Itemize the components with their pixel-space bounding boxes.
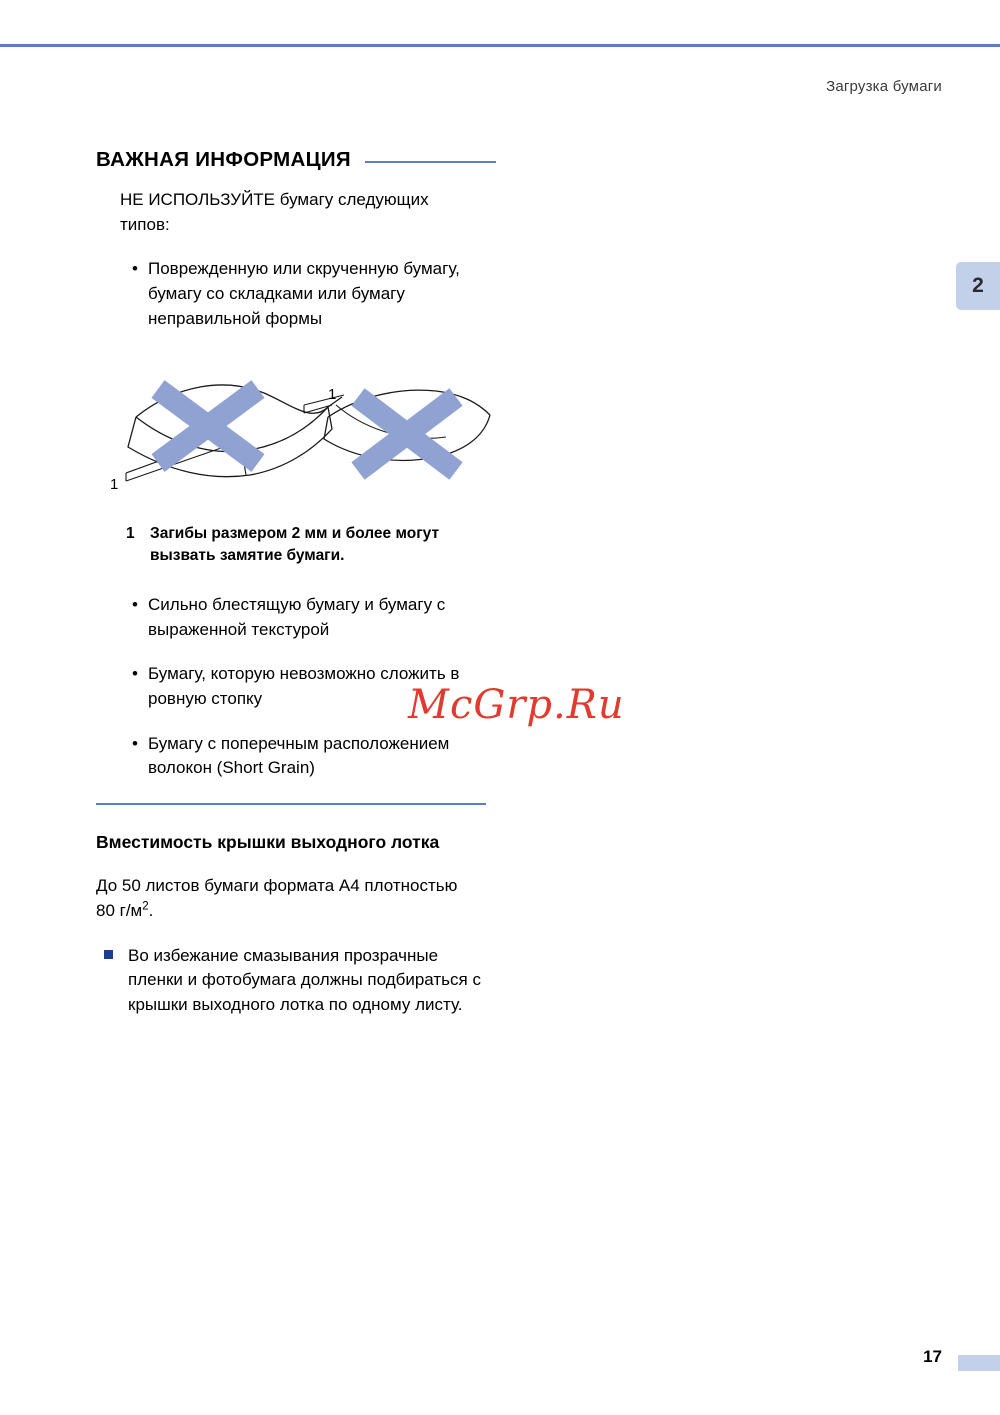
list-item-text: Поврежденную или скрученную бумагу, бумагу со складками или бумагу неправильной формы [148,259,460,328]
list-item-text: Бумагу с поперечным расположением волокон (Short Grain) [148,733,450,778]
section-heading: Вместимость крышки выходного лотка [96,832,440,853]
svg-text:1: 1 [328,386,337,404]
bullet-glyph: • [132,733,138,753]
list-item [96,732,496,781]
chapter-tab-number: 2 [972,274,984,297]
important-bullet-list-first [96,257,496,331]
figure-caption-text: Загибы размером 2 мм и более могут вызвать замятие бумаги. [150,525,440,565]
section-paragraph [96,873,476,924]
section-paragraph-tail: . [148,901,154,921]
list-item [96,257,496,331]
list-item-text: Сильно блестящую бумагу и бумагу с выраженной текстурой [148,595,446,639]
list-item-text: Во избежание смазывания прозрачные пленки и фотобумага должны подбираться с крышки выходного лотка по одному листу. [128,945,481,1014]
list-item [96,593,496,642]
section-note-list [96,944,496,1018]
figure-caption [126,523,480,567]
section-paragraph-superscript: 2 [142,900,149,913]
damaged-paper-illustration [106,351,506,511]
chapter-tab [956,262,1000,310]
bullet-glyph: • [132,259,138,279]
bullet-glyph: • [132,664,138,684]
important-heading-row [96,148,496,172]
running-header: Загрузка бумаги [826,78,942,95]
figure-caption-number: 1 [126,525,135,543]
square-bullet-icon [104,950,113,959]
header-rule [0,44,1000,47]
list-item [96,944,496,1018]
content-column [96,148,496,1018]
section-paragraph-main: До 50 листов бумаги формата A4 плотностью 80 г/м [96,875,458,921]
important-bullet-list-rest [96,593,496,781]
watermark: McGrp.Ru [408,682,625,728]
important-heading-rule [365,161,496,163]
list-item-text: Бумагу, которую невозможно сложить в ровную стопку [148,664,460,709]
list-item [96,662,496,711]
page-number: 17 [923,1347,942,1366]
svg-text:1: 1 [110,476,119,494]
important-heading: ВАЖНАЯ ИНФОРМАЦИЯ [96,148,351,171]
footer-mark [958,1355,1000,1371]
damaged-paper-figure [106,351,506,511]
important-lead-text: НЕ ИСПОЛЬЗУЙТЕ бумагу следующих типов: [120,190,429,234]
bullet-glyph: • [132,595,138,615]
important-block-divider [96,803,486,805]
